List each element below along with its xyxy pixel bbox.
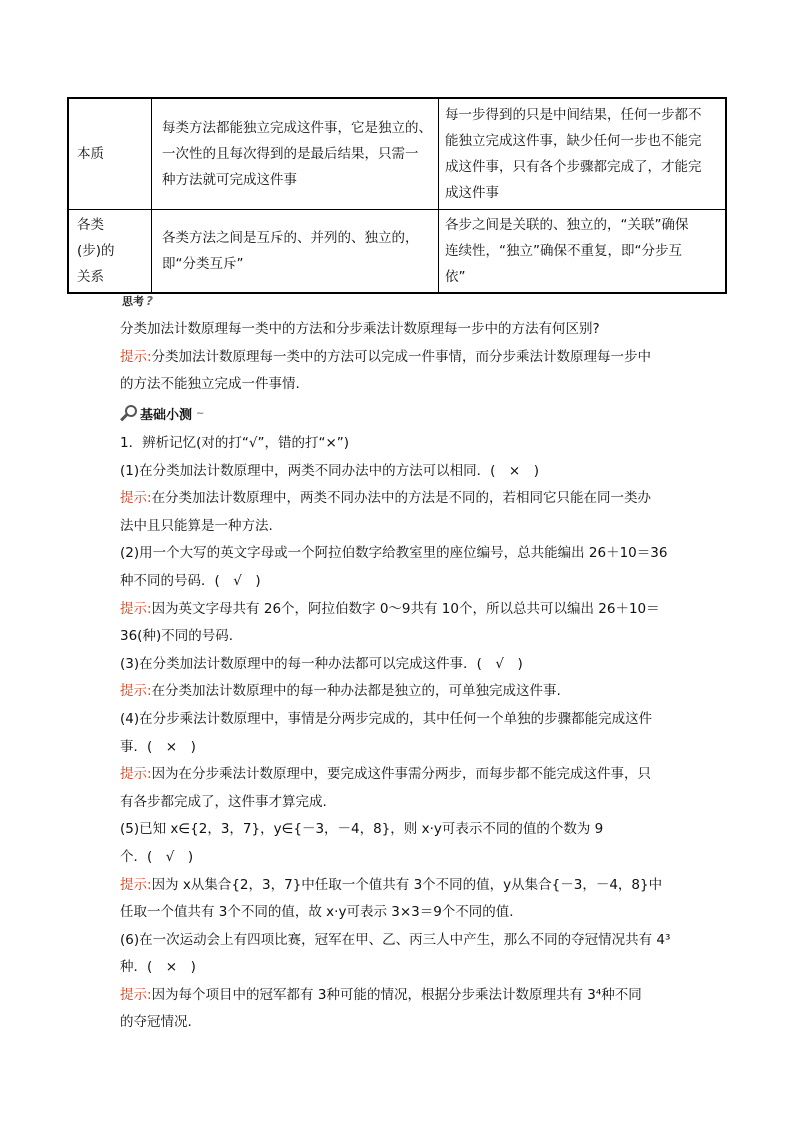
hint-label: 提示: — [120, 490, 152, 507]
quiz-hint: 提示:因为在分步乘法计数原理中，要完成这件事需分两步，而每步都不能完成这件事，只 — [120, 766, 652, 783]
think-heading: 思考 ? — [122, 294, 153, 308]
quiz-hint: 提示:因为每个项目中的冠军都有 3种可能的情况，根据分步乘法计数原理共有 3⁴种不同 — [120, 986, 642, 1003]
quiz-intro: 1．辨析记忆(对的打“√”，错的打“×”) — [120, 435, 350, 451]
comparison-table — [67, 97, 727, 294]
quiz-hint: 提示:在分类加法计数原理中，两类不同办法中的方法是不同的，若相同它只能在同一类办 — [120, 490, 652, 507]
think-section: 分类加法计数原理每一类中的方法和分步乘法计数原理每一步中的方法有何区别? 提示:分类加法计数原理每一类中的方法可以完成一件事情，而分步乘法计数原理每一步中 的方法不能独立完成一件事情. — [120, 316, 680, 399]
multiplication-cell: 每一步得到的只是中间结果，任何一步都不 能独立完成这件事，缺少任何一步也不能完 成这件事，只有各个步骤都完成了，才能完 成这件事 — [439, 98, 727, 210]
basics-heading: 基础小测 ~ — [120, 403, 204, 423]
hint-label: 提示: — [120, 986, 152, 1003]
hint-label: 提示: — [120, 683, 152, 700]
think-question: 分类加法计数原理每一类中的方法和分步乘法计数原理每一步中的方法有何区别? — [120, 321, 600, 337]
think-hint: 提示:分类加法计数原理每一类中的方法可以完成一件事情，而分步乘法计数原理每一步中 — [120, 348, 652, 365]
addition-cell: 每类方法都能独立完成这件事，它是独立的、 一次性的且每次得到的是最后结果，只需一 种方法就可完成这件事 — [152, 98, 439, 210]
row-head: 本质 — [68, 98, 152, 210]
table-row — [68, 210, 726, 294]
row-head: 各类 (步)的 关系 — [68, 210, 152, 294]
quiz-question: (2)用一个大写的英文字母或一个阿拉伯数字给教室里的座位编号，总共能编出 26＋10＝36 — [120, 545, 668, 562]
quiz-question: (5)已知 x∈{2，3，7}，y∈{－3，－4，8}，则 x·y可表示不同的值的个数为 9 — [120, 821, 604, 838]
table-row — [68, 98, 726, 210]
hint-label: 提示: — [120, 766, 152, 783]
quiz-section: 1．辨析记忆(对的打“√”，错的打“×”) (1)在分类加法计数原理中，两类不同办法中的方法可以相同．( × ) 提示:在分类加法计数原理中，两类不同办法中的方法是不同的，若相同它只能在同一类办 法中且只能算是一种方法. (2)用一个大写的英文字母或一个阿拉伯数字给教室里的座位编号，总共能编出 26＋10＝36 种不同的号码．( √ ) 提示:因为英文字母共有 26个，阿拉伯数字 0～9共有 10个，所以总共可以编出 26＋10＝ 36(种)不同的号码. (3)在分类加法计数原理中的每一种办法都可以完成这件事．( √ ) 提示:在分类加法计数原理中的每一种办法都是独立的，可单独完成这件事. (4)在分步乘法计数原理中，事情是分两步完成的，其中任何一个单独的步骤都能完成这件 事．( × ) 提示:因为在分步乘法计数原理中，要完成这件事需分两步，而每步都不能完成这件事，只 有各步都完成了，这件事才算完成. (5)已知 x∈{2，3，7}，y∈{－3，－4，8}，则 x·y可表示不同的值的个数为 9 个．( √ ) 提示:因为 x从集合{2，3，7}中任取一个值共有 3个不同的值，y从集合{－3，－4，8}中 任取一个值共有 3个不同的值，故 x·y可表示 3×3＝9个不同的值. (6)在一次运动会上有四项比赛，冠军在甲、乙、丙三人中产生，那么不同的夺冠情况共有 4³ 种．( × ) 提示:因为每个项目中的冠军都有 3种可能的情况，根据分步乘法计数原理共有 3⁴种不同 的夺冠情况. — [120, 430, 680, 1037]
quiz-hint: 提示:因为英文字母共有 26个，阿拉伯数字 0～9共有 10个，所以总共可以编出 26＋10＝ — [120, 600, 660, 617]
quiz-question: (3)在分类加法计数原理中的每一种办法都可以完成这件事．( √ ) — [120, 655, 523, 672]
hint-label: 提示: — [120, 348, 152, 365]
quiz-question: (6)在一次运动会上有四项比赛，冠军在甲、乙、丙三人中产生，那么不同的夺冠情况共有 4³ — [120, 931, 671, 948]
quiz-question: (1)在分类加法计数原理中，两类不同办法中的方法可以相同．( × ) — [120, 462, 539, 479]
question-icon: ? — [146, 294, 153, 308]
addition-cell: 各类方法之间是互斥的、并列的、独立的， 即“分类互斥” — [152, 210, 439, 294]
decorative-swirl-icon: ~ — [196, 407, 205, 419]
multiplication-cell: 各步之间是关联的、独立的，“关联”确保 连续性，“独立”确保不重复，即“分步互 依” — [439, 210, 727, 294]
quiz-question: (4)在分步乘法计数原理中，事情是分两步完成的，其中任何一个单独的步骤都能完成这件 — [120, 710, 653, 727]
hint-label: 提示: — [120, 876, 152, 893]
quiz-hint: 提示:在分类加法计数原理中的每一种办法都是独立的，可单独完成这件事. — [120, 683, 561, 700]
quiz-hint: 提示:因为 x从集合{2，3，7}中任取一个值共有 3个不同的值，y从集合{－3，－4，8}中 — [120, 876, 663, 893]
magnifier-icon — [120, 405, 136, 421]
hint-label: 提示: — [120, 600, 152, 617]
